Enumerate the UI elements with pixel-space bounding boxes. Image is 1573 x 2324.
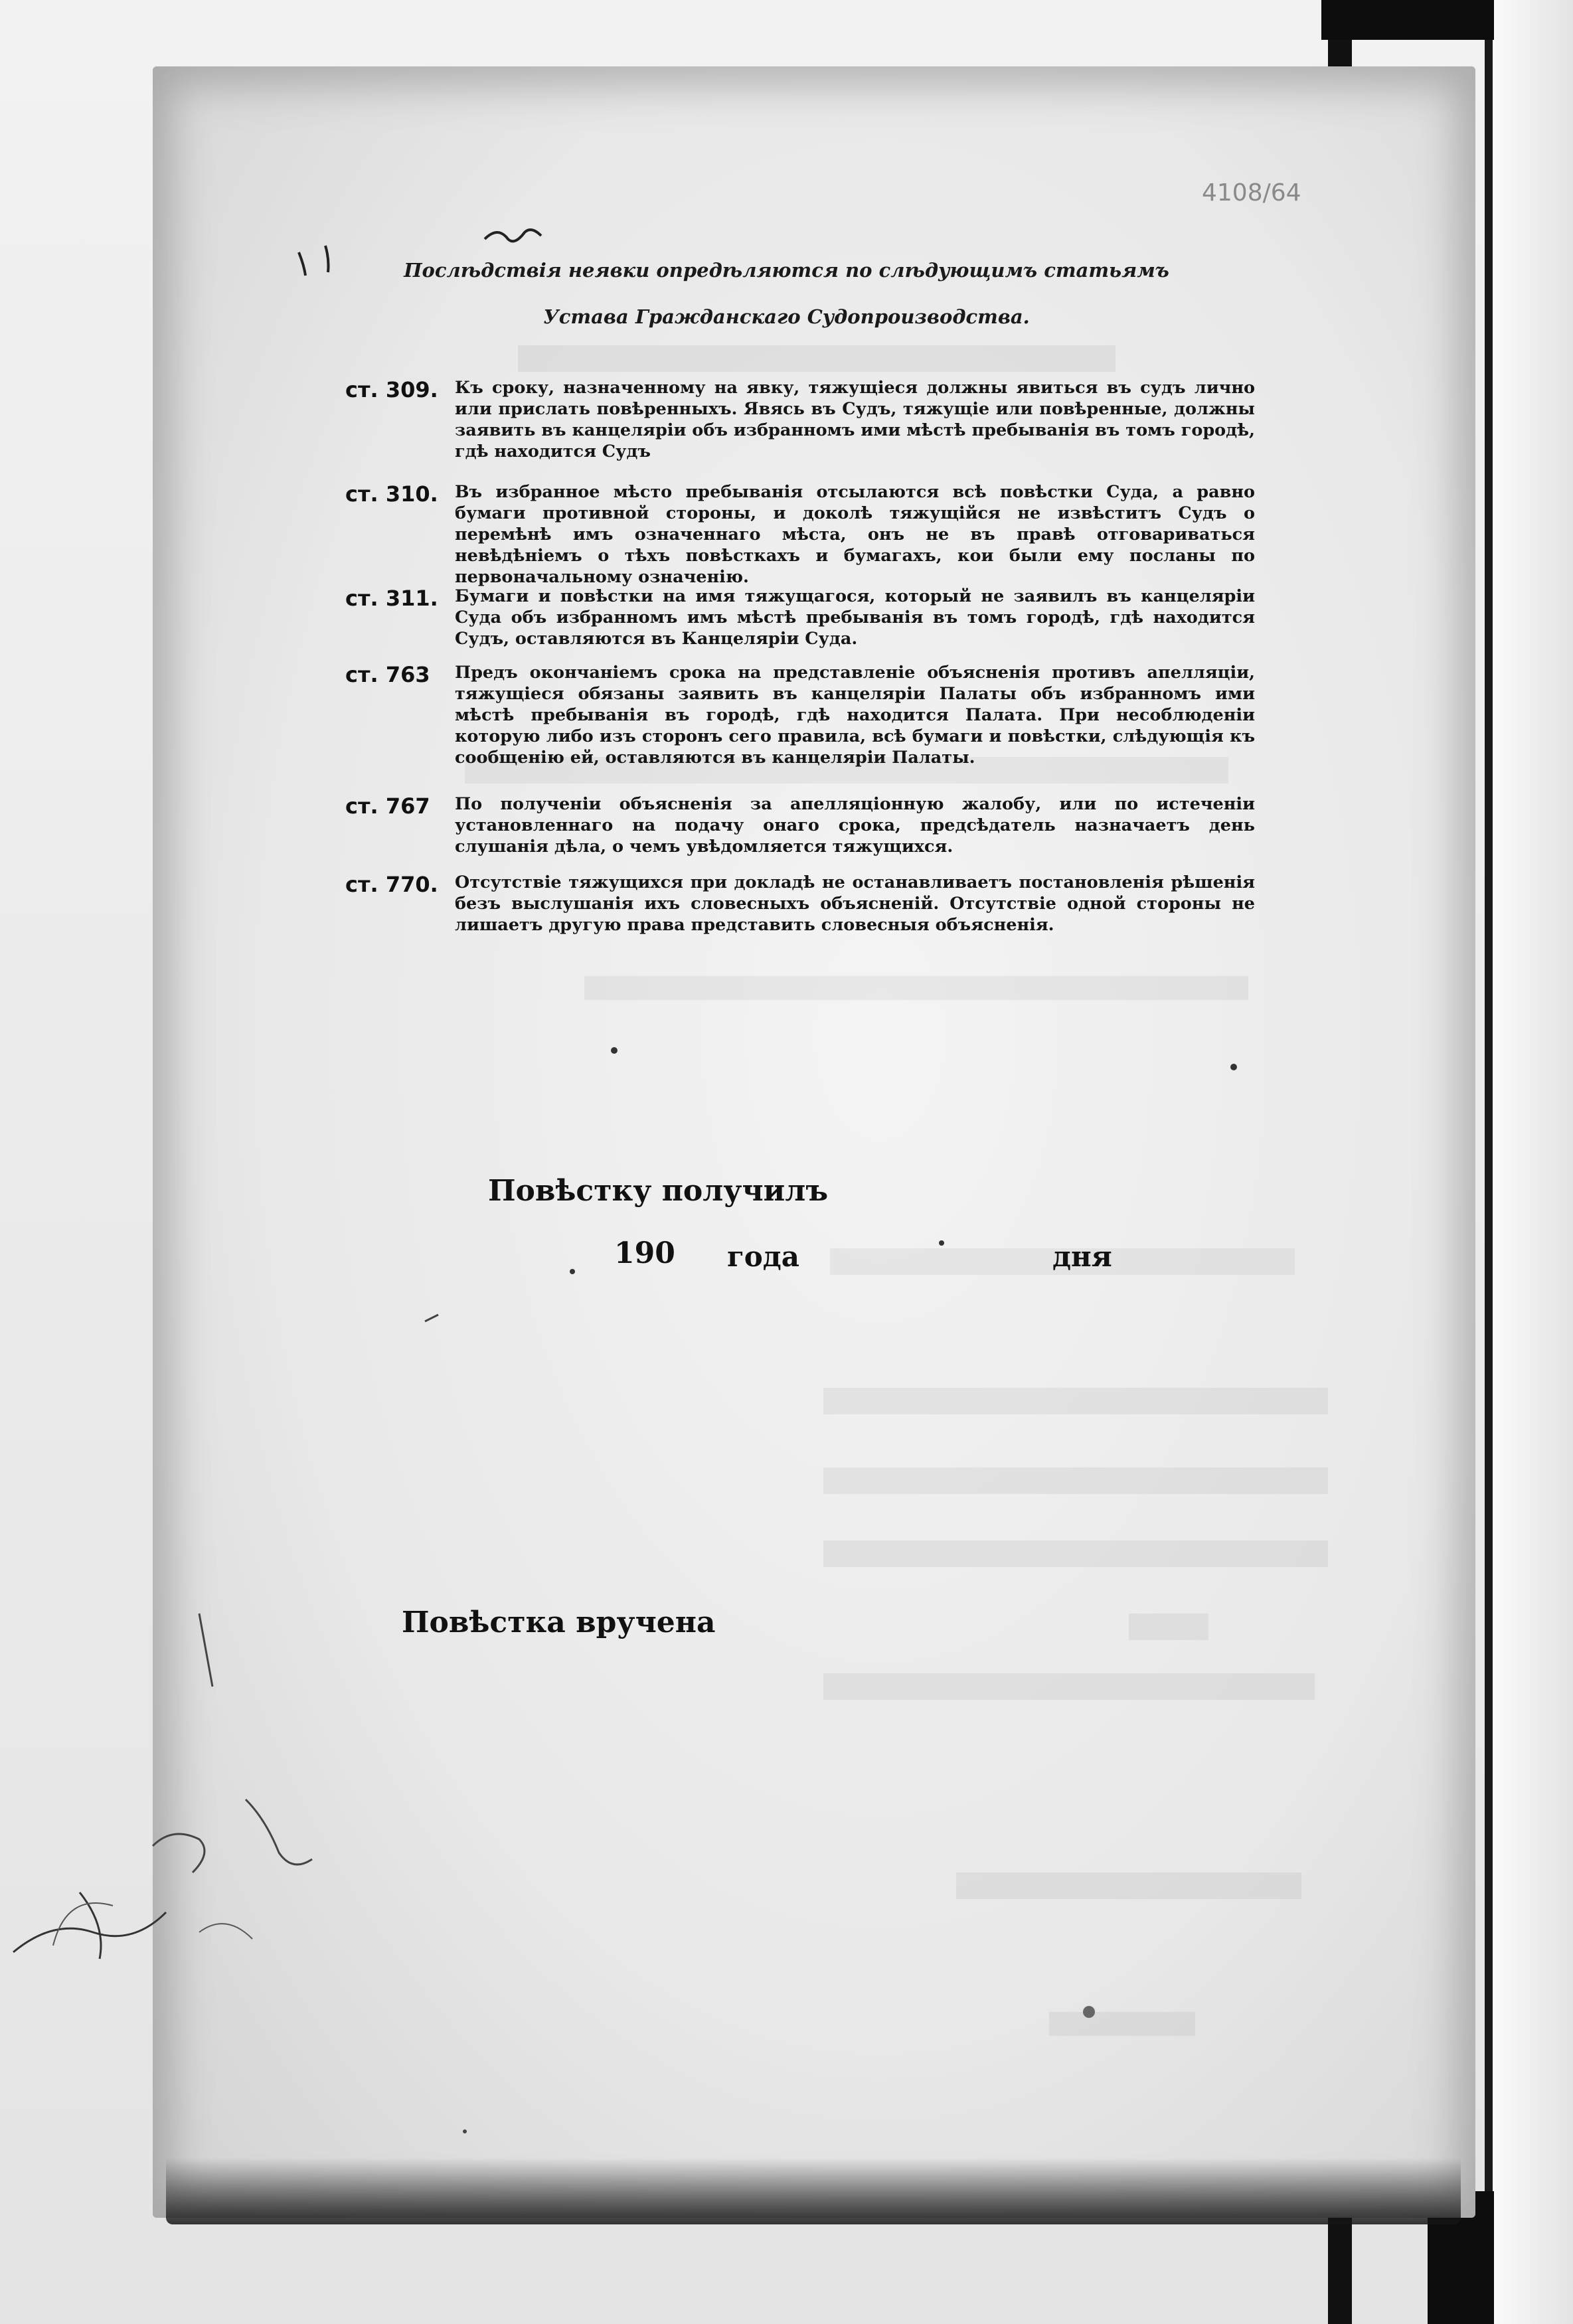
article-label: ст. 770. bbox=[345, 872, 438, 897]
article-label: ст. 309. bbox=[345, 377, 438, 402]
article-text: Въ избранное мѣсто пребыванія отсылаются всѣ повѣстки Суда, а равно бумаги противной стороны, и доколѣ тяжущійся не извѣститъ Судъ о перемѣнѣ имъ означеннаго мѣста, онъ не въ правѣ отговариваться невѣдѣніемъ о тѣхъ повѣсткахъ и бумагахъ, кои были ему посланы по первоначальному означенію. bbox=[455, 482, 1255, 587]
article-label: ст. 767 bbox=[345, 793, 430, 819]
article-label: ст. 763 bbox=[345, 662, 430, 687]
article-label: ст. 311. bbox=[345, 586, 438, 611]
delivered-label: Повѣстка вручена bbox=[402, 1606, 716, 1639]
article-label: ст. 310. bbox=[345, 481, 438, 507]
receipt-day-word: дня bbox=[1052, 1240, 1112, 1273]
receipt-year: 190 bbox=[614, 1236, 675, 1270]
receipt-year-word: года bbox=[727, 1240, 799, 1273]
registration-number: 4108/64 bbox=[1202, 179, 1301, 207]
header-line-2: Устава Гражданскаго Судопроизводства. bbox=[543, 305, 1030, 328]
article-text: Къ сроку, назначенному на явку, тяжущіеся должны явиться въ судъ лично или прислать повѣренныхъ. Явясь въ Судъ, тяжущіе или повѣренные, должны заявить въ канцеляріи объ избранномъ ими мѣстѣ пребыванія въ томъ городѣ, гдѣ находится Судъ bbox=[455, 378, 1255, 461]
article-text: Предъ окончаніемъ срока на представленіе объясненія противъ апелляціи, тяжущіеся обязаны заявить въ канцеляріи Палаты объ избранномъ ими мѣстѣ пребыванія въ городѣ, гдѣ находится Палата. При несоблюденіи которую либо изъ сторонъ сего правила, всѣ бумаги и повѣстки, слѣдующія къ сообщенію ей, оставляются въ канцеляріи Палаты. bbox=[455, 663, 1255, 768]
article-text: Бумаги и повѣстки на имя тяжущагося, который не заявилъ въ канцеляріи Суда объ избранномъ имъ мѣстѣ пребыванія въ томъ городѣ, гдѣ находится Судъ, оставляются въ Канцеляріи Суда. bbox=[455, 586, 1255, 649]
received-label: Повѣстку получилъ bbox=[488, 1174, 829, 1208]
header-line-1: Послѣдствія неявки опредѣляются по слѣдующимъ статьямъ bbox=[404, 259, 1169, 282]
article-text: По полученіи объясненія за апелляціонную жалобу, или по истеченіи установленнаго на подачу онаго срока, предсѣдатель назначаетъ день слушанія дѣла, о чемъ увѣдомляется тяжущихся. bbox=[455, 794, 1255, 857]
article-text: Отсутствіе тяжущихся при докладѣ не останавливаетъ постановленія рѣшенія безъ выслушанія ихъ словесныхъ объясненій. Отсутствіе одной стороны не лишаетъ другую права представить словесныя объясненія. bbox=[455, 872, 1255, 935]
